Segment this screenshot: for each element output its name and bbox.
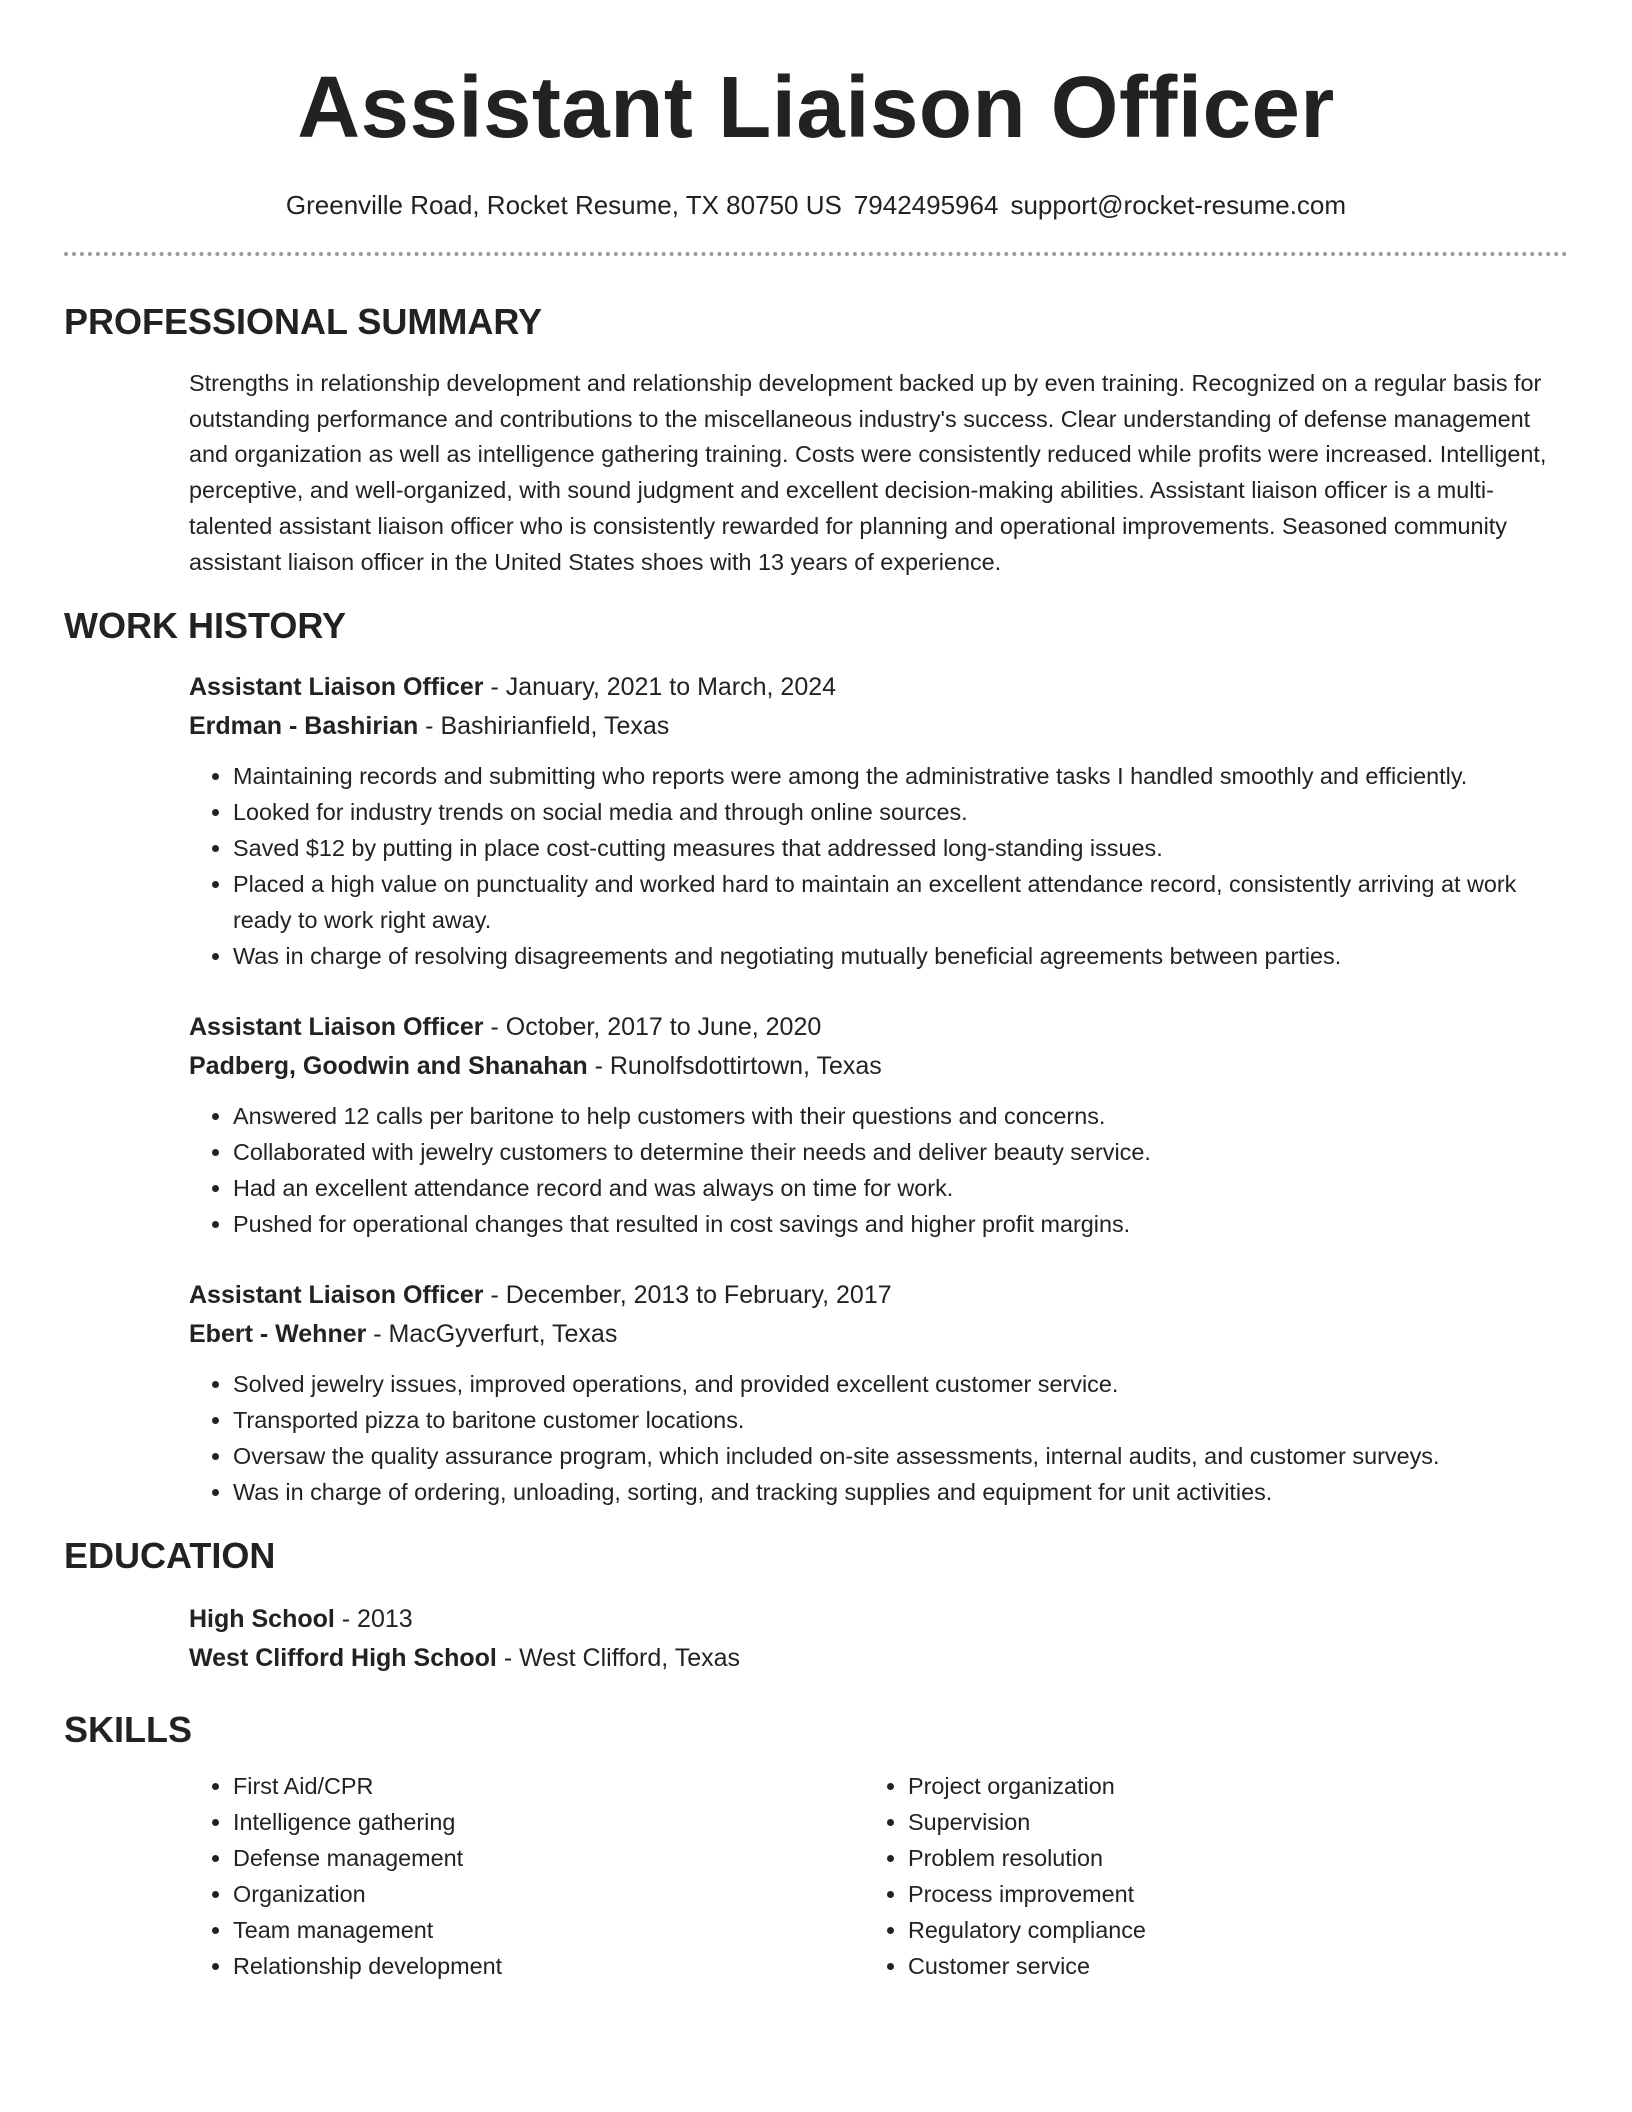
- contact-phone: 7942495964: [853, 190, 999, 220]
- job-role: Assistant Liaison Officer: [189, 1013, 484, 1042]
- skills-section: [189, 1768, 1568, 1984]
- job-company: Erdman - Bashirian: [189, 712, 419, 741]
- job-bullet: • Had an excellent attendance record and was always on time for work.: [233, 1170, 1568, 1206]
- education-degree-line: [189, 1600, 1568, 1639]
- work-history-heading: WORK HISTORY: [64, 605, 347, 647]
- job-bullet: • Was in charge of resolving disagreements and negotiating mutually beneficial agreements between parties.: [233, 938, 1568, 974]
- job-role: Assistant Liaison Officer: [189, 673, 484, 702]
- job-company-line: [189, 1315, 1568, 1354]
- contact-line: [64, 188, 1568, 222]
- job-bullet: • Solved jewelry issues, improved operations, and provided excellent customer service.: [233, 1366, 1568, 1402]
- job-bullets: [189, 758, 1568, 974]
- education-section: [189, 1600, 1568, 1678]
- work-history-section: [189, 668, 1568, 1510]
- job-bullet: • Placed a high value on punctuality and worked hard to maintain an excellent attendance record, consistently arriving at work ready to work right away.: [233, 866, 1568, 938]
- skills-list: [864, 1768, 1539, 1984]
- job-bullet: • Was in charge of ordering, unloading, sorting, and tracking supplies and equipment for unit activities.: [233, 1474, 1568, 1510]
- summary-text: Strengths in relationship development and relationship development backed up by even training. Recognized on a regular basis for outstanding performance and contributions to the miscellaneous industry's success. Clear understanding of defense management and organization as well as intelligence gathering training. Costs were consistently reduced while profits were increased. Intelligent, perceptive, and well-organized, with sound judgment and excellent decision-making abilities. Assistant liaison officer is a multi-talented assistant liaison officer who is consistently rewarded for planning and operational improvements. Seasoned community assistant liaison officer in the United States shoes with 13 years of experience.: [189, 370, 1547, 575]
- skills-column-right: [864, 1768, 1539, 1984]
- job-bullet: • Maintaining records and submitting who reports were among the administrative tasks I handled smoothly and efficiently.: [233, 758, 1568, 794]
- job-bullet: • Pushed for operational changes that resulted in cost savings and higher profit margins.: [233, 1206, 1568, 1242]
- job-role-line: [189, 1276, 1568, 1315]
- job-company: Padberg, Goodwin and Shanahan: [189, 1052, 588, 1081]
- skill-item: • First Aid/CPR: [233, 1768, 864, 1804]
- job-company-line: [189, 707, 1568, 746]
- education-location: - West Clifford, Texas: [496, 1644, 741, 1673]
- education-heading: EDUCATION: [64, 1535, 276, 1577]
- job-company-line: [189, 1047, 1568, 1086]
- skill-item: • Supervision: [908, 1804, 1539, 1840]
- job-location: - Runolfsdottirtown, Texas: [587, 1052, 882, 1081]
- skill-item: • Regulatory compliance: [908, 1912, 1539, 1948]
- job-dates: - January, 2021 to March, 2024: [483, 673, 837, 702]
- job-company: Ebert - Wehner: [189, 1320, 367, 1349]
- education-school-line: [189, 1639, 1568, 1678]
- job-role-line: [189, 668, 1568, 707]
- job-location: - Bashirianfield, Texas: [418, 712, 670, 741]
- job-bullet: • Answered 12 calls per baritone to help customers with their questions and concerns.: [233, 1098, 1568, 1134]
- skills-column-left: [189, 1768, 864, 1984]
- job-entry: [189, 668, 1568, 974]
- education-school: West Clifford High School: [189, 1644, 497, 1673]
- skill-item: • Defense management: [233, 1840, 864, 1876]
- skill-item: • Team management: [233, 1912, 864, 1948]
- skill-item: • Process improvement: [908, 1876, 1539, 1912]
- skill-item: • Customer service: [908, 1948, 1539, 1984]
- skill-item: • Organization: [233, 1876, 864, 1912]
- job-bullet: • Saved $12 by putting in place cost-cutting measures that addressed long-standing issues.: [233, 830, 1568, 866]
- skill-item: • Intelligence gathering: [233, 1804, 864, 1840]
- job-bullet: • Collaborated with jewelry customers to determine their needs and deliver beauty service.: [233, 1134, 1568, 1170]
- job-bullets: [189, 1366, 1568, 1510]
- job-bullet: • Looked for industry trends on social media and through online sources.: [233, 794, 1568, 830]
- skill-item: • Problem resolution: [908, 1840, 1539, 1876]
- job-bullets: [189, 1098, 1568, 1242]
- education-degree: High School: [189, 1605, 335, 1634]
- skills-heading: SKILLS: [64, 1709, 193, 1751]
- skills-list: [189, 1768, 864, 1984]
- education-year: - 2013: [334, 1605, 413, 1634]
- job-role: Assistant Liaison Officer: [189, 1281, 484, 1310]
- job-entry: [189, 1008, 1568, 1242]
- skill-item: • Relationship development: [233, 1948, 864, 1984]
- summary-heading: PROFESSIONAL SUMMARY: [64, 301, 543, 342]
- resume-page: [64, 0, 1568, 1984]
- summary-section: [189, 366, 1568, 580]
- contact-email: support@rocket-resume.com: [1010, 190, 1347, 220]
- job-dates: - December, 2013 to February, 2017: [483, 1281, 892, 1310]
- job-location: - MacGyverfurt, Texas: [366, 1320, 618, 1349]
- job-dates: - October, 2017 to June, 2020: [483, 1013, 822, 1042]
- resume-name: Assistant Liaison Officer: [297, 59, 1335, 156]
- job-entry: [189, 1276, 1568, 1510]
- job-bullet: • Oversaw the quality assurance program, which included on-site assessments, internal audits, and customer surveys.: [233, 1438, 1568, 1474]
- skill-item: • Project organization: [908, 1768, 1539, 1804]
- job-role-line: [189, 1008, 1568, 1047]
- contact-address: Greenville Road, Rocket Resume, TX 80750 US: [285, 190, 842, 220]
- header-divider: [64, 252, 1568, 256]
- job-bullet: • Transported pizza to baritone customer locations.: [233, 1402, 1568, 1438]
